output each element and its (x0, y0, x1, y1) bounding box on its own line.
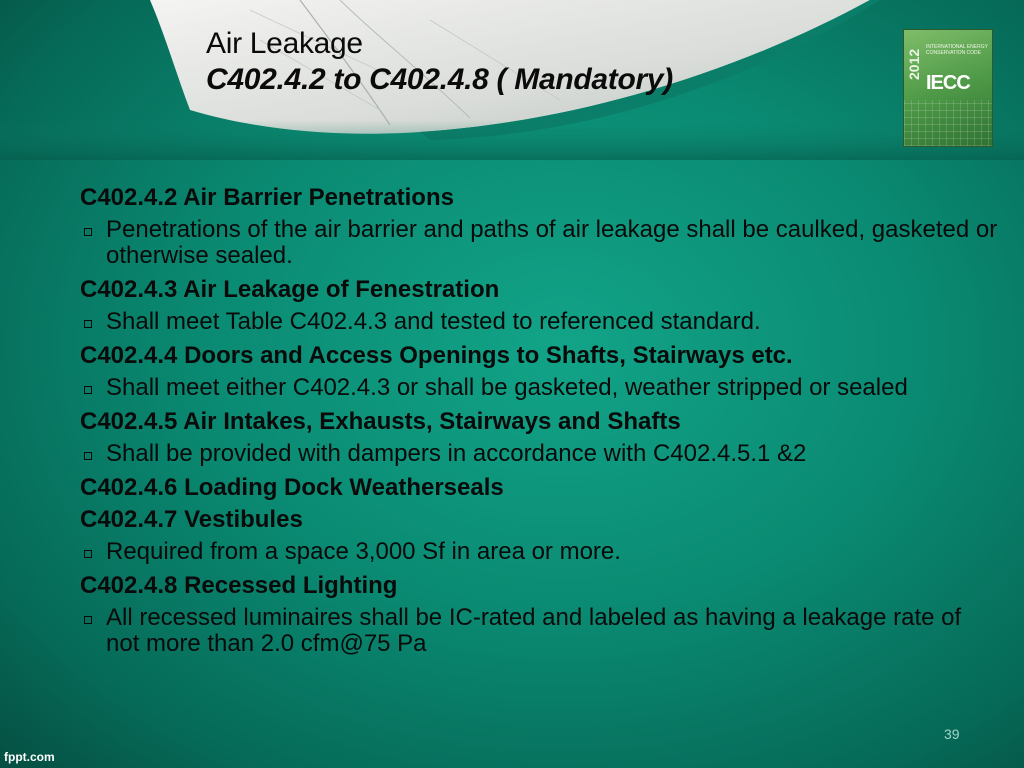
section-heading: C402.4.3 Air Leakage of Fenestration (80, 276, 500, 303)
bullet-item (80, 375, 1000, 401)
bullet-text: Penetrations of the air barrier and paths of air leakage shall be caulked, gasketed or otherwise sealed. (106, 216, 998, 269)
section-doors-access (80, 341, 1000, 401)
section-air-barrier (80, 183, 1000, 269)
brand-watermark: fppt.com (4, 750, 55, 764)
bullet-item (80, 605, 1000, 657)
bullet-text: Shall meet either C402.4.3 or shall be gasketed, weather stripped or sealed (106, 374, 908, 401)
square-bullet-icon (84, 386, 92, 394)
slide-content (80, 183, 1000, 663)
square-bullet-icon (84, 616, 92, 624)
bullet-item (80, 441, 1000, 467)
square-bullet-icon (84, 550, 92, 558)
logo-grid-pattern (904, 100, 992, 146)
slide-title (206, 26, 673, 98)
section-heading: C402.4.7 Vestibules (80, 506, 303, 533)
section-heading: C402.4.6 Loading Dock Weatherseals (80, 474, 504, 501)
square-bullet-icon (84, 452, 92, 460)
iecc-book-logo (903, 29, 993, 147)
section-loading-dock (80, 473, 1000, 503)
bullet-text: Shall be provided with dampers in accordance with C402.4.5.1 &2 (106, 440, 807, 467)
square-bullet-icon (84, 228, 92, 236)
section-heading: C402.4.2 Air Barrier Penetrations (80, 184, 454, 211)
title-line-1: Air Leakage (206, 27, 363, 60)
square-bullet-icon (84, 320, 92, 328)
bullet-item (80, 539, 1000, 565)
bullet-text: Required from a space 3,000 Sf in area or more. (106, 538, 621, 565)
section-heading: C402.4.5 Air Intakes, Exhausts, Stairways and Shafts (80, 408, 681, 435)
bullet-text: All recessed luminaires shall be IC-rated and labeled as having a leakage rate of not more than 2.0 cfm@75 Pa (106, 604, 962, 657)
logo-small-text: INTERNATIONAL ENERGY CONSERVATION CODE (926, 44, 988, 56)
bullet-item (80, 217, 1000, 269)
section-fenestration (80, 275, 1000, 335)
bullet-text: Shall meet Table C402.4.3 and tested to referenced standard. (106, 308, 761, 335)
section-air-intakes (80, 407, 1000, 467)
section-recessed-lighting (80, 571, 1000, 657)
section-heading: C402.4.4 Doors and Access Openings to Shafts, Stairways etc. (80, 342, 793, 369)
logo-year: 2012 (906, 48, 922, 80)
logo-mark: IECC (926, 72, 970, 94)
page-number: 39 (944, 726, 960, 742)
section-heading: C402.4.8 Recessed Lighting (80, 572, 398, 599)
section-vestibules (80, 505, 1000, 565)
bullet-item (80, 309, 1000, 335)
title-line-2: C402.4.2 to C402.4.8 ( Mandatory) (206, 63, 673, 96)
